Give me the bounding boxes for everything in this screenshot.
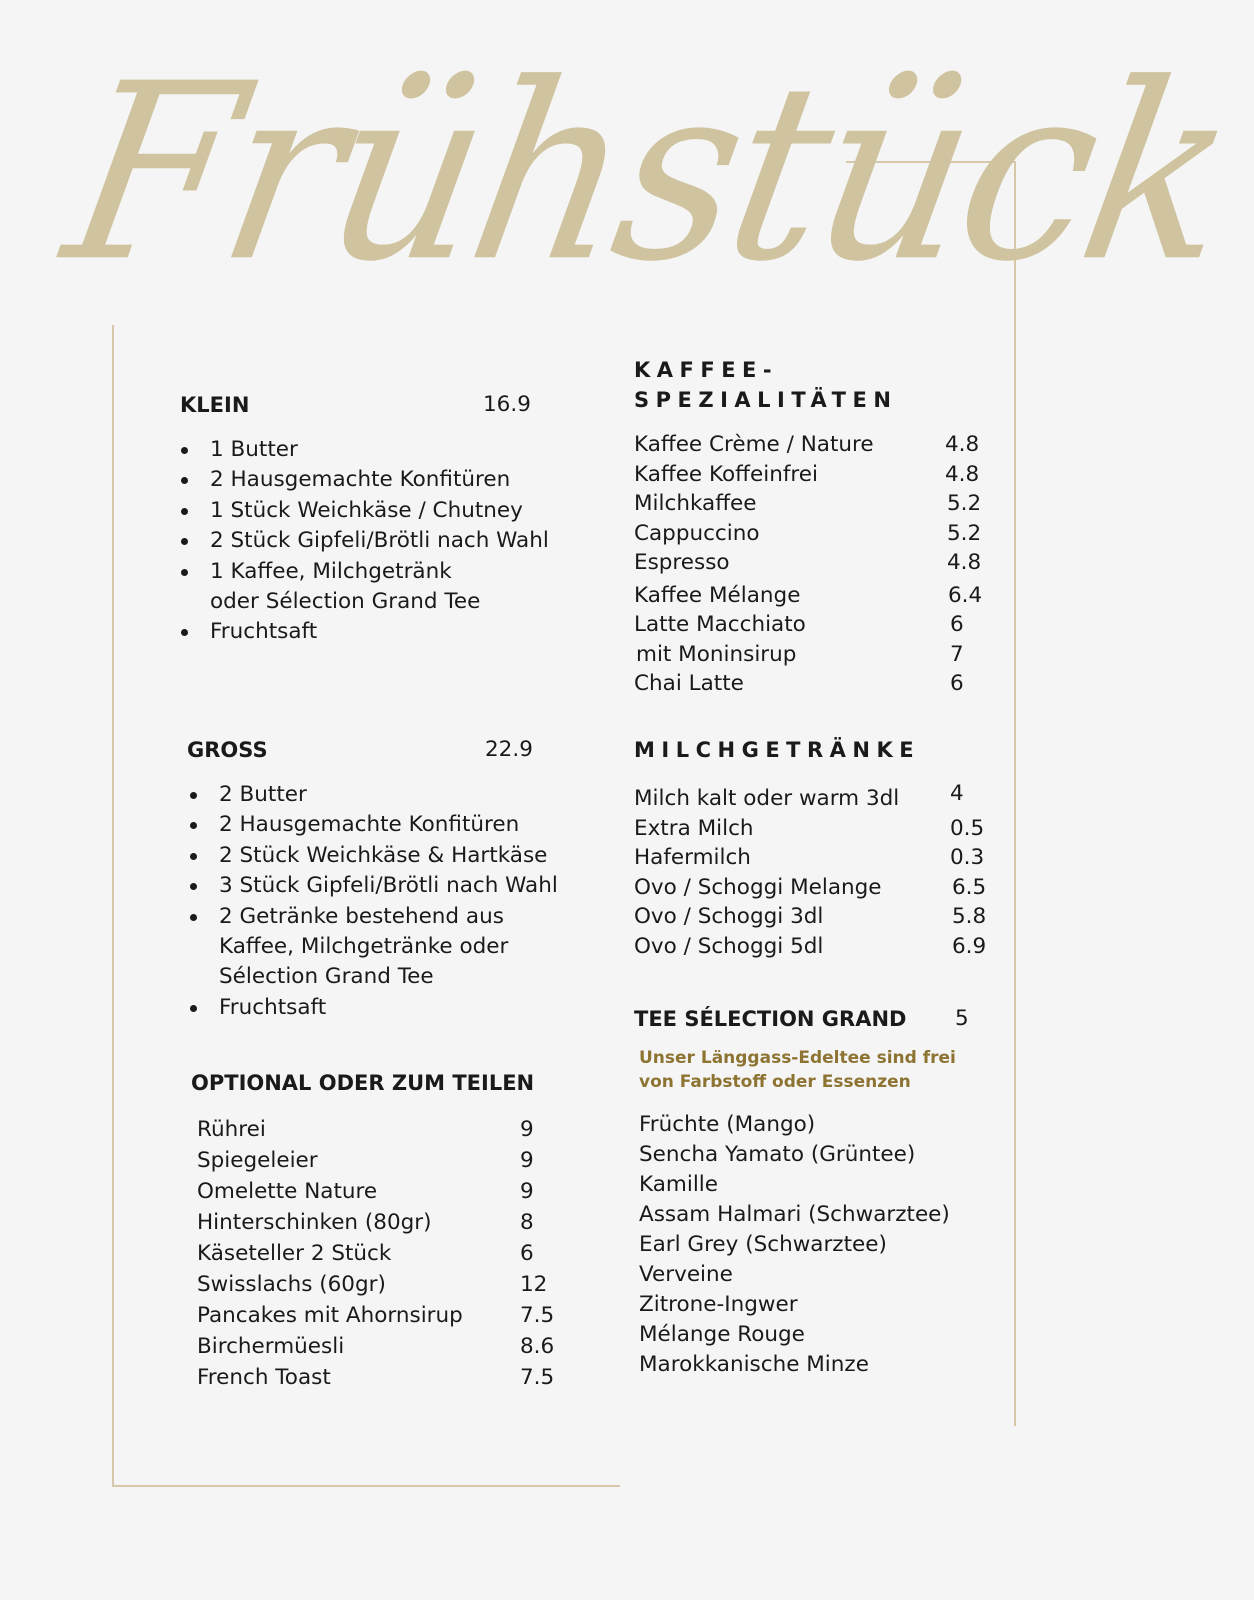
item-price: 0.3 (950, 845, 985, 870)
item-name: Rührei (197, 1117, 266, 1142)
item-name: Extra Milch (634, 815, 754, 841)
table-row (634, 932, 994, 962)
table-row (634, 430, 994, 460)
item-name: Ovo / Schoggi Melange (634, 874, 882, 900)
item-price: 8 (520, 1210, 534, 1235)
page-title: Frühstück (49, 31, 1249, 315)
list-item: 2 Hausgemachte Konfitüren (180, 465, 549, 495)
frame-left-line (112, 325, 114, 1487)
optional-list (197, 1115, 577, 1394)
tee-title: TEE SÉLECTION GRAND (634, 1007, 907, 1031)
item-name: Ovo / Schoggi 5dl (634, 933, 824, 959)
item-name: Kaffee Mélange (634, 582, 801, 608)
list-item: 2 Hausgemachte Konfitüren (189, 810, 558, 840)
item-price: 8.6 (520, 1334, 555, 1359)
list-item: Früchte (Mango) (639, 1112, 816, 1137)
item-name: Hinterschinken (80gr) (197, 1210, 432, 1235)
table-row (197, 1332, 577, 1363)
item-name: Latte Macchiato (634, 612, 806, 637)
list-item: Assam Halmari (Schwarztee) (639, 1202, 950, 1227)
table-row (634, 519, 994, 549)
item-price: 4.8 (947, 550, 982, 575)
table-row (634, 610, 994, 640)
item-price: 5.2 (947, 520, 982, 546)
table-row (634, 873, 994, 903)
item-price: 6 (950, 612, 964, 637)
item-price: 0.5 (950, 815, 985, 841)
table-row (634, 843, 994, 873)
item-name: Milch kalt oder warm 3dl (634, 786, 900, 811)
item-name: Swisslachs (60gr) (197, 1272, 386, 1297)
list-item: Kamille (639, 1172, 718, 1197)
kaffee-title-line2: SPEZIALITÄTEN (634, 388, 898, 412)
table-row (197, 1177, 577, 1208)
item-price: 4.8 (945, 461, 980, 487)
item-price: 6 (520, 1241, 534, 1266)
list-item: Fruchtsaft (180, 617, 549, 647)
list-item-continuation: Sélection Grand Tee (219, 964, 434, 990)
item-price: 4.8 (945, 432, 980, 457)
list-item: 2 Butter (189, 780, 558, 810)
item-name: Ovo / Schoggi 3dl (634, 904, 824, 929)
item-name: Kaffee Crème / Nature (634, 432, 874, 457)
kaffee-title-line1: KAFFEE- (634, 358, 779, 382)
tee-note-line1: Unser Länggass-Edeltee sind frei (639, 1048, 956, 1068)
item-name: French Toast (197, 1365, 331, 1390)
optional-title: OPTIONAL ODER ZUM TEILEN (191, 1071, 535, 1095)
item-name: Chai Latte (634, 671, 744, 696)
item-price: 7.5 (520, 1303, 555, 1328)
table-row (197, 1239, 577, 1270)
item-name: Kaffee Koffeinfrei (634, 461, 818, 487)
item-price: 6.4 (948, 582, 983, 608)
frame-bottom-line (112, 1485, 620, 1487)
klein-items (180, 435, 549, 648)
item-name: Espresso (634, 550, 730, 575)
item-name: Milchkaffee (634, 491, 757, 516)
gross-price: 22.9 (485, 737, 533, 762)
list-item: 2 Stück Weichkäse & Hartkäse (189, 841, 558, 871)
list-item: Sencha Yamato (Grüntee) (639, 1142, 916, 1167)
gross-items (189, 780, 558, 1023)
table-row (197, 1363, 577, 1394)
item-price: 9 (520, 1117, 534, 1142)
item-name: Birchermüesli (197, 1334, 345, 1359)
list-item-continuation: Kaffee, Milchgetränke oder (219, 934, 509, 960)
table-row (634, 814, 994, 844)
tee-list (639, 1110, 950, 1380)
item-price: 12 (520, 1272, 548, 1297)
table-row (634, 902, 994, 932)
kaffee-list (634, 430, 994, 699)
list-item: 3 Stück Gipfeli/Brötli nach Wahl (189, 871, 558, 901)
item-price: 5.2 (947, 491, 982, 516)
list-item: 2 Getränke bestehend aus (189, 902, 558, 932)
table-row (197, 1115, 577, 1146)
item-name: Hafermilch (634, 845, 751, 870)
milch-title: MILCHGETRÄNKE (634, 738, 921, 762)
list-item: 1 Kaffee, Milchgetränk (180, 557, 549, 587)
table-row (634, 640, 994, 670)
list-item: Fruchtsaft (189, 993, 558, 1023)
list-item: Earl Grey (Schwarztee) (639, 1232, 887, 1257)
item-name: Omelette Nature (197, 1179, 378, 1204)
item-price: 5.8 (952, 904, 987, 929)
list-item: Zitrone-Ingwer (639, 1292, 798, 1317)
table-row (634, 548, 994, 578)
list-item: Mélange Rouge (639, 1322, 805, 1347)
item-name: Pancakes mit Ahornsirup (197, 1303, 463, 1328)
item-price: 7.5 (520, 1365, 555, 1390)
item-price: 9 (520, 1148, 534, 1173)
item-price: 6 (950, 671, 964, 696)
table-row (634, 489, 994, 519)
table-row (197, 1208, 577, 1239)
table-row (197, 1270, 577, 1301)
table-row (197, 1301, 577, 1332)
frame-right-line (1014, 161, 1016, 1426)
milch-list (634, 781, 994, 961)
item-name: Käseteller 2 Stück (197, 1241, 392, 1266)
item-price: 9 (520, 1179, 534, 1204)
table-row (634, 669, 994, 699)
klein-price: 16.9 (483, 392, 531, 417)
item-price: 7 (950, 641, 964, 667)
list-item-continuation: oder Sélection Grand Tee (210, 589, 481, 615)
table-row (634, 781, 994, 814)
klein-title: KLEIN (180, 393, 250, 417)
item-name: mit Moninsirup (636, 641, 797, 667)
list-item: 2 Stück Gipfeli/Brötli nach Wahl (180, 526, 549, 556)
table-row (634, 460, 994, 490)
item-name: Spiegeleier (197, 1148, 318, 1173)
item-name: Cappuccino (634, 520, 760, 546)
tee-price: 5 (955, 1006, 969, 1031)
item-price: 6.5 (952, 874, 987, 900)
table-row (634, 581, 994, 611)
gross-title: GROSS (187, 738, 268, 762)
item-price: 4 (950, 781, 964, 806)
list-item: 1 Stück Weichkäse / Chutney (180, 496, 549, 526)
list-item: 1 Butter (180, 435, 549, 465)
table-row (197, 1146, 577, 1177)
list-item: Marokkanische Minze (639, 1352, 869, 1377)
item-price: 6.9 (952, 933, 987, 959)
list-item: Verveine (639, 1262, 733, 1287)
tee-note-line2: von Farbstoff oder Essenzen (639, 1072, 911, 1092)
